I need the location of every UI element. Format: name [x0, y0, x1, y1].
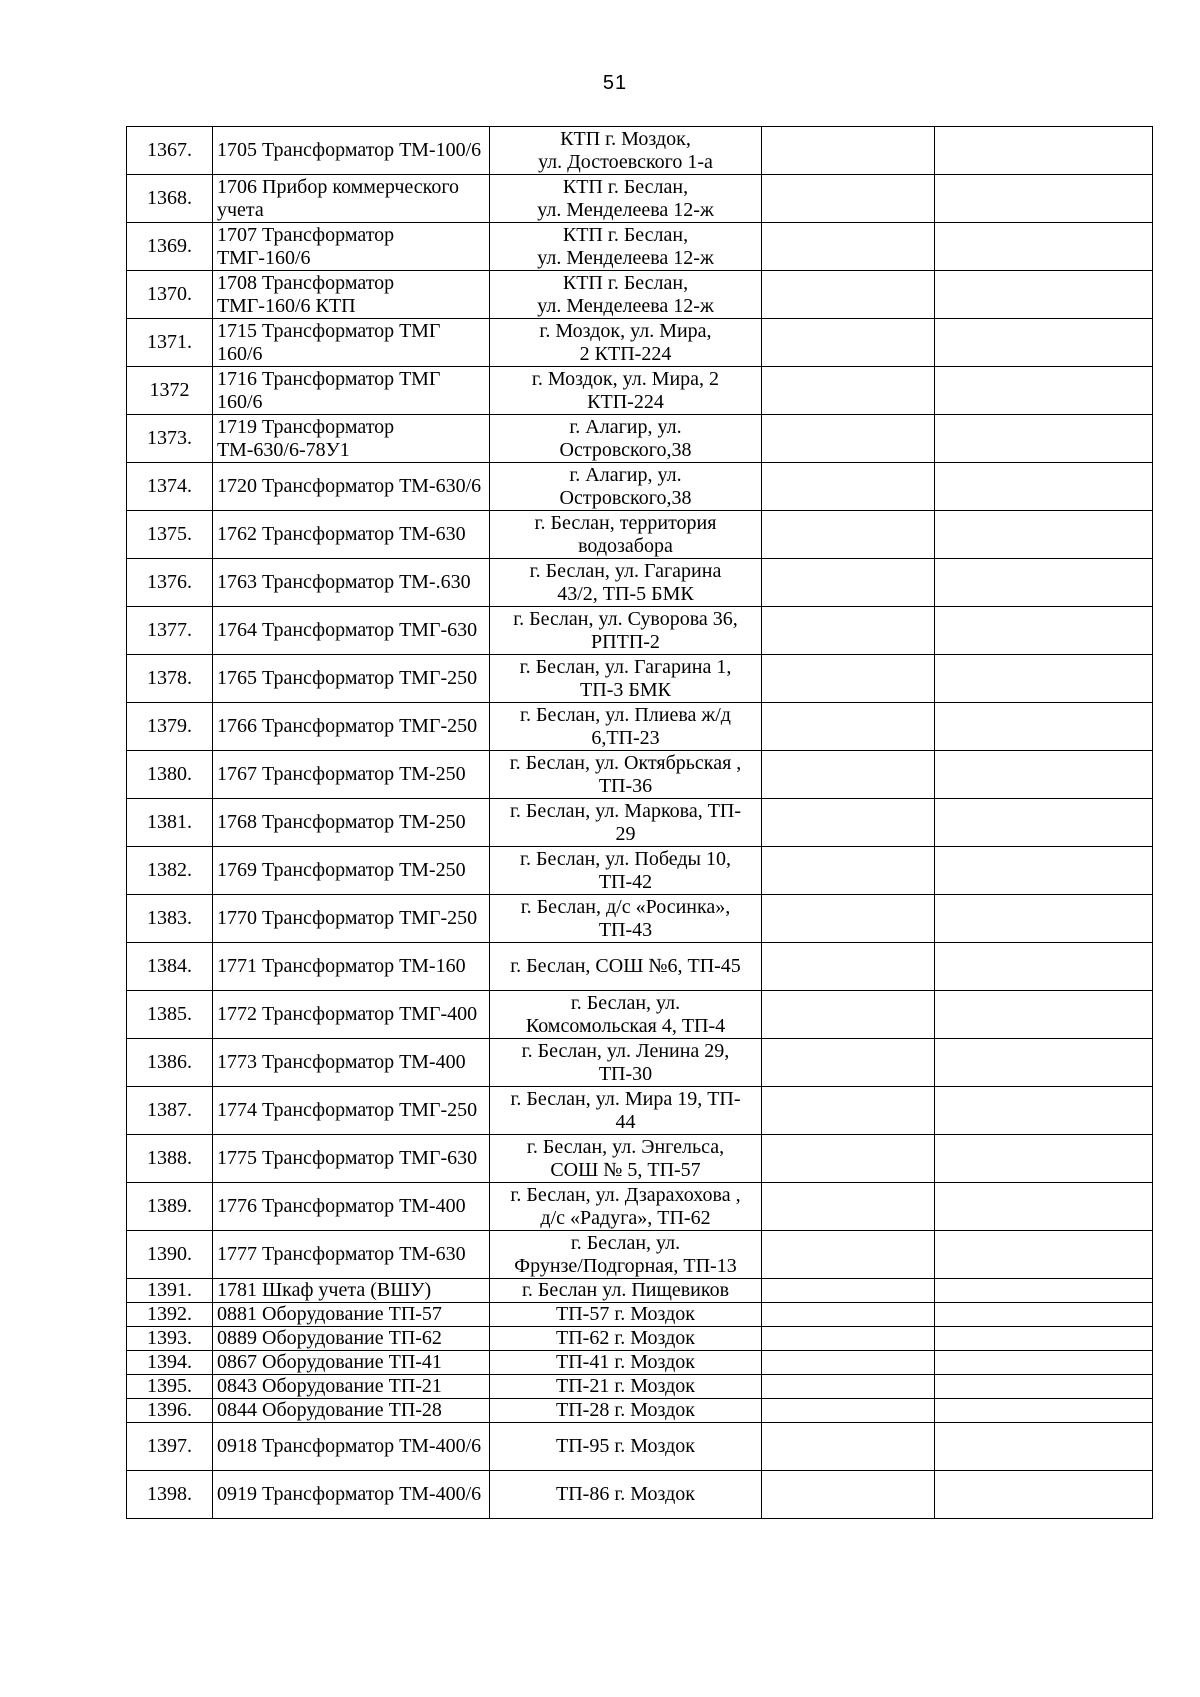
- empty-cell: [935, 991, 1153, 1039]
- table-row: [127, 1039, 1153, 1087]
- empty-cell: [762, 367, 935, 415]
- item-address-cell: КТП г. Беслан, ул. Менделеева 12-ж: [490, 175, 762, 223]
- table-row: [127, 415, 1153, 463]
- row-number-cell: 1384.: [127, 943, 213, 991]
- row-number-cell: 1376.: [127, 559, 213, 607]
- table-row: [127, 991, 1153, 1039]
- empty-cell: [935, 1399, 1153, 1423]
- row-number-cell: 1397.: [127, 1423, 213, 1471]
- item-name-cell: 1706 Прибор коммерческого учета: [213, 175, 490, 223]
- table-row: [127, 655, 1153, 703]
- table-row: [127, 1327, 1153, 1351]
- empty-cell: [935, 1471, 1153, 1519]
- empty-cell: [935, 511, 1153, 559]
- empty-cell: [935, 1087, 1153, 1135]
- row-number-cell: 1396.: [127, 1399, 213, 1423]
- empty-cell: [935, 1303, 1153, 1327]
- table-row: [127, 511, 1153, 559]
- item-name-cell: 1765 Трансформатор ТМГ-250: [213, 655, 490, 703]
- table-row: [127, 463, 1153, 511]
- item-name-cell: 1705 Трансформатор ТМ-100/6: [213, 127, 490, 175]
- empty-cell: [762, 319, 935, 367]
- item-address-cell: г. Беслан, ул. Дзарахохова , д/с «Радуга», ТП-62: [490, 1183, 762, 1231]
- row-number-cell: 1383.: [127, 895, 213, 943]
- empty-cell: [762, 463, 935, 511]
- table-row: [127, 1279, 1153, 1303]
- row-number-cell: 1382.: [127, 847, 213, 895]
- empty-cell: [762, 847, 935, 895]
- empty-cell: [762, 175, 935, 223]
- row-number-cell: 1377.: [127, 607, 213, 655]
- item-name-cell: 0867 Оборудование ТП-41: [213, 1351, 490, 1375]
- row-number-cell: 1385.: [127, 991, 213, 1039]
- item-address-cell: ТП-28 г. Моздок: [490, 1399, 762, 1423]
- item-address-cell: г. Беслан, территория водозабора: [490, 511, 762, 559]
- row-number-cell: 1395.: [127, 1375, 213, 1399]
- table-row: [127, 607, 1153, 655]
- table-row: [127, 847, 1153, 895]
- empty-cell: [762, 607, 935, 655]
- item-name-cell: 0918 Трансформатор ТМ-400/6: [213, 1423, 490, 1471]
- empty-cell: [935, 223, 1153, 271]
- table-row: [127, 703, 1153, 751]
- row-number-cell: 1393.: [127, 1327, 213, 1351]
- empty-cell: [762, 1279, 935, 1303]
- item-name-cell: 1763 Трансформатор ТМ-.630: [213, 559, 490, 607]
- table-row: [127, 895, 1153, 943]
- empty-cell: [762, 1423, 935, 1471]
- row-number-cell: 1369.: [127, 223, 213, 271]
- item-name-cell: 1781 Шкаф учета (ВШУ): [213, 1279, 490, 1303]
- item-name-cell: 0844 Оборудование ТП-28: [213, 1399, 490, 1423]
- item-name-cell: 1769 Трансформатор ТМ-250: [213, 847, 490, 895]
- item-address-cell: г. Беслан, д/с «Росинка», ТП-43: [490, 895, 762, 943]
- item-address-cell: г. Беслан, ул. Мира 19, ТП- 44: [490, 1087, 762, 1135]
- empty-cell: [935, 847, 1153, 895]
- item-address-cell: г. Беслан, ул. Маркова, ТП- 29: [490, 799, 762, 847]
- empty-cell: [935, 895, 1153, 943]
- item-name-cell: 1766 Трансформатор ТМГ-250: [213, 703, 490, 751]
- table-row: [127, 1135, 1153, 1183]
- empty-cell: [762, 1039, 935, 1087]
- table-row: [127, 1351, 1153, 1375]
- row-number-cell: 1398.: [127, 1471, 213, 1519]
- row-number-cell: 1390.: [127, 1231, 213, 1279]
- row-number-cell: 1371.: [127, 319, 213, 367]
- item-address-cell: ТП-41 г. Моздок: [490, 1351, 762, 1375]
- row-number-cell: 1374.: [127, 463, 213, 511]
- row-number-cell: 1378.: [127, 655, 213, 703]
- item-address-cell: г. Беслан, ул. Октябрьская , ТП-36: [490, 751, 762, 799]
- item-address-cell: г. Беслан, СОШ №6, ТП-45: [490, 943, 762, 991]
- empty-cell: [935, 1279, 1153, 1303]
- item-address-cell: г. Беслан, ул. Плиева ж/д 6,ТП-23: [490, 703, 762, 751]
- item-address-cell: г. Беслан ул. Пищевиков: [490, 1279, 762, 1303]
- item-address-cell: г. Беслан, ул. Гагарина 43/2, ТП-5 БМК: [490, 559, 762, 607]
- empty-cell: [935, 607, 1153, 655]
- item-address-cell: КТП г. Беслан, ул. Менделеева 12-ж: [490, 223, 762, 271]
- item-name-cell: 1767 Трансформатор ТМ-250: [213, 751, 490, 799]
- item-name-cell: 1771 Трансформатор ТМ-160: [213, 943, 490, 991]
- empty-cell: [935, 175, 1153, 223]
- item-name-cell: 1716 Трансформатор ТМГ 160/6: [213, 367, 490, 415]
- empty-cell: [935, 1423, 1153, 1471]
- empty-cell: [935, 559, 1153, 607]
- table-row: [127, 1087, 1153, 1135]
- empty-cell: [762, 1327, 935, 1351]
- item-address-cell: г. Беслан, ул. Ленина 29, ТП-30: [490, 1039, 762, 1087]
- row-number-cell: 1394.: [127, 1351, 213, 1375]
- empty-cell: [935, 271, 1153, 319]
- item-name-cell: 1776 Трансформатор ТМ-400: [213, 1183, 490, 1231]
- item-name-cell: 1707 Трансформатор ТМГ-160/6: [213, 223, 490, 271]
- empty-cell: [935, 1183, 1153, 1231]
- item-address-cell: г. Беслан, ул. Фрунзе/Подгорная, ТП-13: [490, 1231, 762, 1279]
- item-address-cell: ТП-62 г. Моздок: [490, 1327, 762, 1351]
- empty-cell: [935, 751, 1153, 799]
- empty-cell: [762, 127, 935, 175]
- table-row: [127, 319, 1153, 367]
- row-number-cell: 1386.: [127, 1039, 213, 1087]
- empty-cell: [762, 751, 935, 799]
- item-name-cell: 1720 Трансформатор ТМ-630/6: [213, 463, 490, 511]
- table-row: [127, 751, 1153, 799]
- table-row: [127, 223, 1153, 271]
- empty-cell: [762, 1351, 935, 1375]
- empty-cell: [762, 1231, 935, 1279]
- row-number-cell: 1391.: [127, 1279, 213, 1303]
- item-address-cell: г. Моздок, ул. Мира, 2 КТП-224: [490, 319, 762, 367]
- item-name-cell: 0889 Оборудование ТП-62: [213, 1327, 490, 1351]
- table-row: [127, 559, 1153, 607]
- empty-cell: [762, 1087, 935, 1135]
- table-row: [127, 1231, 1153, 1279]
- item-name-cell: 1775 Трансформатор ТМГ-630: [213, 1135, 490, 1183]
- item-name-cell: 1768 Трансформатор ТМ-250: [213, 799, 490, 847]
- empty-cell: [935, 799, 1153, 847]
- table-row: [127, 799, 1153, 847]
- empty-cell: [762, 799, 935, 847]
- empty-cell: [935, 367, 1153, 415]
- empty-cell: [762, 943, 935, 991]
- empty-cell: [935, 319, 1153, 367]
- row-number-cell: 1388.: [127, 1135, 213, 1183]
- item-name-cell: 1762 Трансформатор ТМ-630: [213, 511, 490, 559]
- item-name-cell: 0919 Трансформатор ТМ-400/6: [213, 1471, 490, 1519]
- table-row: [127, 1375, 1153, 1399]
- empty-cell: [935, 1039, 1153, 1087]
- table-row: [127, 1471, 1153, 1519]
- item-name-cell: 1772 Трансформатор ТМГ-400: [213, 991, 490, 1039]
- row-number-cell: 1389.: [127, 1183, 213, 1231]
- empty-cell: [935, 655, 1153, 703]
- empty-cell: [762, 559, 935, 607]
- item-name-cell: 1715 Трансформатор ТМГ 160/6: [213, 319, 490, 367]
- row-number-cell: 1387.: [127, 1087, 213, 1135]
- item-address-cell: г. Беслан, ул. Победы 10, ТП-42: [490, 847, 762, 895]
- empty-cell: [935, 943, 1153, 991]
- empty-cell: [762, 271, 935, 319]
- item-name-cell: 1770 Трансформатор ТМГ-250: [213, 895, 490, 943]
- item-name-cell: 1777 Трансформатор ТМ-630: [213, 1231, 490, 1279]
- item-name-cell: 0843 Оборудование ТП-21: [213, 1375, 490, 1399]
- table-row: [127, 1303, 1153, 1327]
- row-number-cell: 1367.: [127, 127, 213, 175]
- empty-cell: [935, 1327, 1153, 1351]
- table-row: [127, 271, 1153, 319]
- registry-table-container: [126, 126, 1153, 1519]
- row-number-cell: 1381.: [127, 799, 213, 847]
- row-number-cell: 1392.: [127, 1303, 213, 1327]
- empty-cell: [762, 991, 935, 1039]
- empty-cell: [762, 415, 935, 463]
- item-name-cell: 1764 Трансформатор ТМГ-630: [213, 607, 490, 655]
- page-number: 51: [602, 72, 628, 94]
- item-address-cell: КТП г. Беслан, ул. Менделеева 12-ж: [490, 271, 762, 319]
- table-row: [127, 367, 1153, 415]
- empty-cell: [935, 1231, 1153, 1279]
- table-row: [127, 1423, 1153, 1471]
- registry-table: [126, 126, 1153, 1519]
- empty-cell: [762, 655, 935, 703]
- item-name-cell: 1719 Трансформатор ТМ-630/6-78У1: [213, 415, 490, 463]
- item-address-cell: г. Беслан, ул. Гагарина 1, ТП-3 БМК: [490, 655, 762, 703]
- row-number-cell: 1380.: [127, 751, 213, 799]
- table-row: [127, 943, 1153, 991]
- table-row: [127, 127, 1153, 175]
- empty-cell: [935, 127, 1153, 175]
- item-name-cell: 1708 Трансформатор ТМГ-160/6 КТП: [213, 271, 490, 319]
- empty-cell: [935, 1135, 1153, 1183]
- empty-cell: [762, 1375, 935, 1399]
- item-address-cell: КТП г. Моздок, ул. Достоевского 1-а: [490, 127, 762, 175]
- empty-cell: [935, 1351, 1153, 1375]
- item-address-cell: ТП-95 г. Моздок: [490, 1423, 762, 1471]
- item-name-cell: 1774 Трансформатор ТМГ-250: [213, 1087, 490, 1135]
- item-address-cell: г. Беслан, ул. Энгельса, СОШ № 5, ТП-57: [490, 1135, 762, 1183]
- empty-cell: [762, 223, 935, 271]
- item-address-cell: ТП-21 г. Моздок: [490, 1375, 762, 1399]
- table-row: [127, 1399, 1153, 1423]
- table-row: [127, 1183, 1153, 1231]
- row-number-cell: 1375.: [127, 511, 213, 559]
- item-name-cell: 1773 Трансформатор ТМ-400: [213, 1039, 490, 1087]
- item-name-cell: 0881 Оборудование ТП-57: [213, 1303, 490, 1327]
- empty-cell: [762, 1135, 935, 1183]
- item-address-cell: г. Беслан, ул. Суворова 36, РПТП-2: [490, 607, 762, 655]
- item-address-cell: г. Моздок, ул. Мира, 2 КТП-224: [490, 367, 762, 415]
- empty-cell: [762, 511, 935, 559]
- empty-cell: [762, 1183, 935, 1231]
- item-address-cell: г. Алагир, ул. Островского,38: [490, 463, 762, 511]
- row-number-cell: 1368.: [127, 175, 213, 223]
- row-number-cell: 1373.: [127, 415, 213, 463]
- empty-cell: [935, 415, 1153, 463]
- empty-cell: [762, 703, 935, 751]
- row-number-cell: 1372: [127, 367, 213, 415]
- item-address-cell: г. Алагир, ул. Островского,38: [490, 415, 762, 463]
- row-number-cell: 1370.: [127, 271, 213, 319]
- item-address-cell: г. Беслан, ул. Комсомольская 4, ТП-4: [490, 991, 762, 1039]
- empty-cell: [762, 1471, 935, 1519]
- item-address-cell: ТП-86 г. Моздок: [490, 1471, 762, 1519]
- empty-cell: [935, 463, 1153, 511]
- registry-table-body: [127, 127, 1153, 1519]
- empty-cell: [935, 1375, 1153, 1399]
- row-number-cell: 1379.: [127, 703, 213, 751]
- empty-cell: [935, 703, 1153, 751]
- empty-cell: [762, 1399, 935, 1423]
- table-row: [127, 175, 1153, 223]
- item-address-cell: ТП-57 г. Моздок: [490, 1303, 762, 1327]
- empty-cell: [762, 895, 935, 943]
- empty-cell: [762, 1303, 935, 1327]
